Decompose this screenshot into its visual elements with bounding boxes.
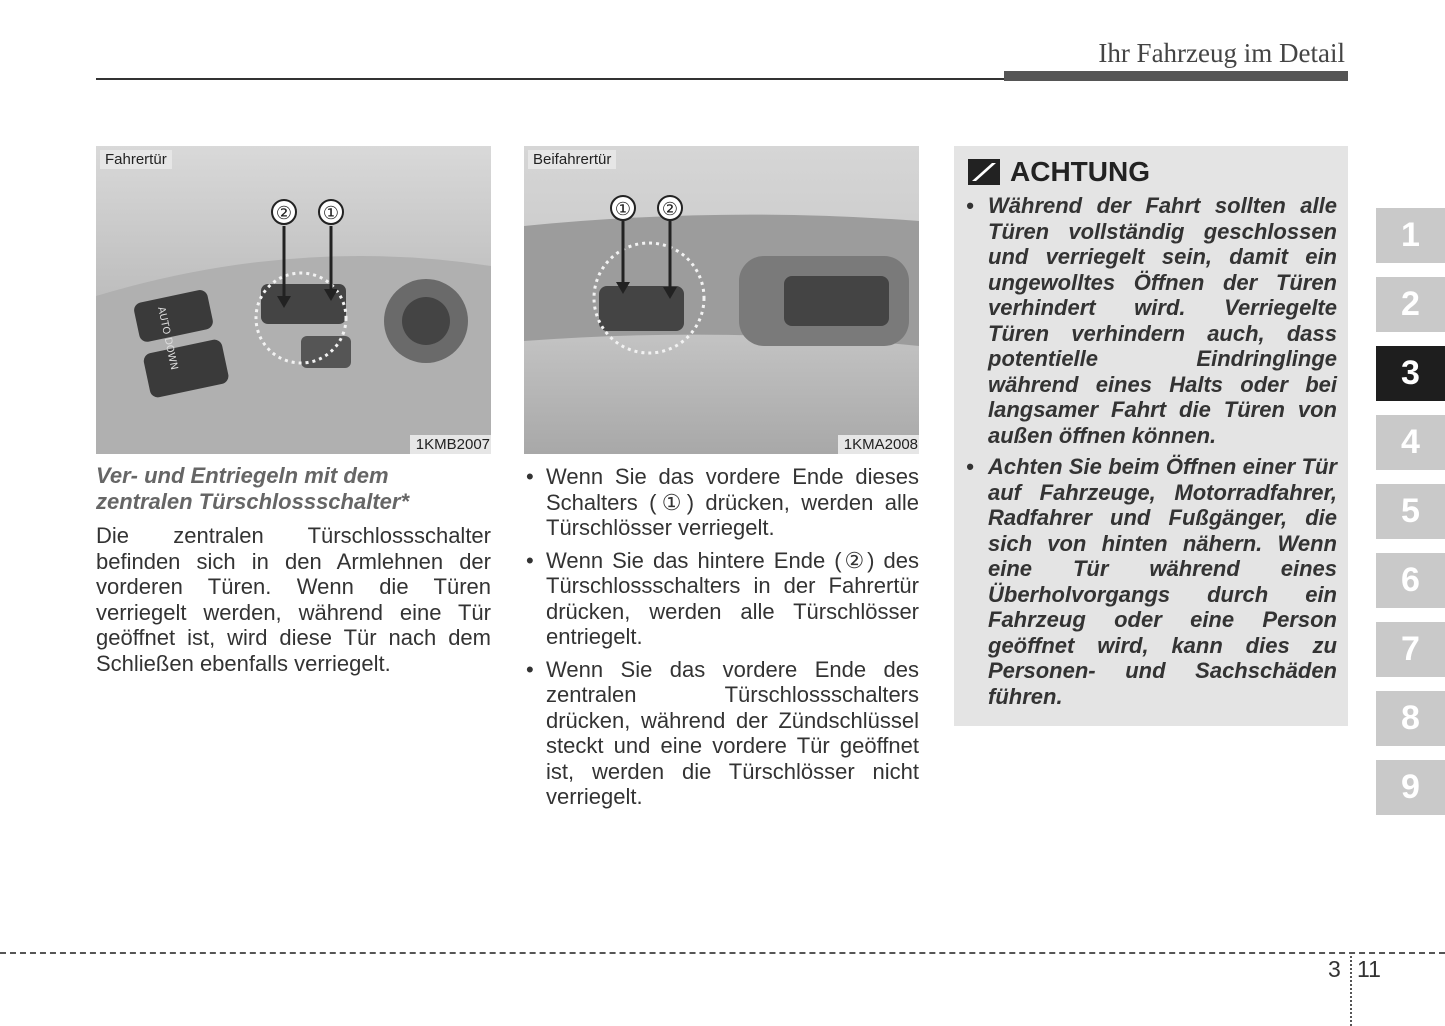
bullet-text: Wenn Sie das hintere Ende (②) des Türschlossschalters in der Fahrertür drücken, werden alle Türschlösser entriegelt. xyxy=(546,547,919,649)
header-rule xyxy=(96,78,1004,80)
warning-text: Achten Sie beim Öffnen einer Tür auf Fahrzeuge, Motorradfahrer, Radfahrer und Fußgänger, die sich von hinten nähern. Wenn eine Tür während eines Überholvorgangs durch ein Fahrzeug oder eine Person geöffnet wird, kann dies zu Personen- und Sachschäden führen. xyxy=(988,454,1337,709)
figure-driver-door xyxy=(96,146,491,454)
bullet-text: Wenn Sie das vordere Ende des zentralen Türschlossschalters drücken, während der Zündschlüssel steckt und eine vordere Tür geöffnet ist, werden die Türschlösser nicht verriegelt. xyxy=(546,656,919,809)
passenger-door-illustration xyxy=(524,146,919,454)
figure-label: Beifahrertür xyxy=(528,150,616,169)
warning-box xyxy=(954,146,1348,726)
bullet-dot: • xyxy=(526,464,534,489)
chapter-tab-2[interactable]: 2 xyxy=(1376,277,1445,332)
list-item xyxy=(524,657,919,810)
chapter-tab-5[interactable]: 5 xyxy=(1376,484,1445,539)
chapter-tab-8[interactable]: 8 xyxy=(1376,691,1445,746)
figure-label: Fahrertür xyxy=(100,150,172,169)
warning-list xyxy=(966,193,1337,715)
chapter-tab-4[interactable]: 4 xyxy=(1376,415,1445,470)
chapter-tab-7[interactable]: 7 xyxy=(1376,622,1445,677)
section-body: Die zentralen Türschlossschalter befinden sich in den Armlehnen der vorderen Türen. Wenn die Türen verriegelt werden, während eine Tür geöffnet ist, wird diese Tür nach dem Schließen ebenfalls verriegelt. xyxy=(96,523,491,676)
list-item xyxy=(966,454,1337,709)
bullet-list xyxy=(524,464,919,817)
list-item xyxy=(966,193,1337,448)
chapter-tab-1[interactable]: 1 xyxy=(1376,208,1445,263)
bullet-dot: • xyxy=(966,454,974,479)
chapter-tab-9[interactable]: 9 xyxy=(1376,760,1445,815)
auto-down-label: AUTO DOWN xyxy=(155,305,180,371)
header-bar xyxy=(1004,71,1348,81)
figure-passenger-door xyxy=(524,146,919,454)
footer-rule xyxy=(0,952,1445,954)
footer-divider xyxy=(1350,956,1352,1026)
bullet-dot: • xyxy=(526,656,534,682)
callout-2: ② xyxy=(661,199,679,220)
list-item xyxy=(524,464,919,541)
callout-2: ② xyxy=(275,203,293,224)
warning-text: Während der Fahrt sollten alle Türen vollständig geschlossen und verriegelt sein, damit ein ungewolltes Öffnen der Türen verhindert wird. Verriegelte Türen verhindern auch, dass potentielle Eindringlinge während eines Halts oder bei langsamer Fahrt die Türen von außen öffnen können. xyxy=(988,193,1337,448)
footer-chapter-number: 3 xyxy=(1328,956,1341,982)
warning-icon xyxy=(968,159,1000,185)
list-item xyxy=(524,548,919,650)
warning-title: ACHTUNG xyxy=(1010,156,1150,187)
warning-heading xyxy=(968,156,1150,188)
callout-1: ① xyxy=(322,203,340,224)
running-header-title: Ihr Fahrzeug im Detail xyxy=(1098,38,1345,68)
bullet-dot: • xyxy=(526,547,534,573)
callout-1: ① xyxy=(614,199,632,220)
chapter-tab-3[interactable]: 3 xyxy=(1376,346,1445,401)
bullet-dot: • xyxy=(966,193,974,218)
section-heading: Ver- und Entriegeln mit dem zentralen Türschlossschalter* xyxy=(96,463,410,514)
figure-code: 1KMB2007 xyxy=(410,435,491,454)
driver-door-illustration xyxy=(96,146,491,454)
bullet-text: Wenn Sie das vordere Ende dieses Schalters (①) drücken, werden alle Türschlösser verriegelt. xyxy=(546,464,919,540)
figure-code: 1KMA2008 xyxy=(838,435,919,454)
chapter-tab-6[interactable]: 6 xyxy=(1376,553,1445,608)
footer-page-number: 11 xyxy=(1357,956,1381,982)
chapter-tabs xyxy=(1376,208,1445,829)
